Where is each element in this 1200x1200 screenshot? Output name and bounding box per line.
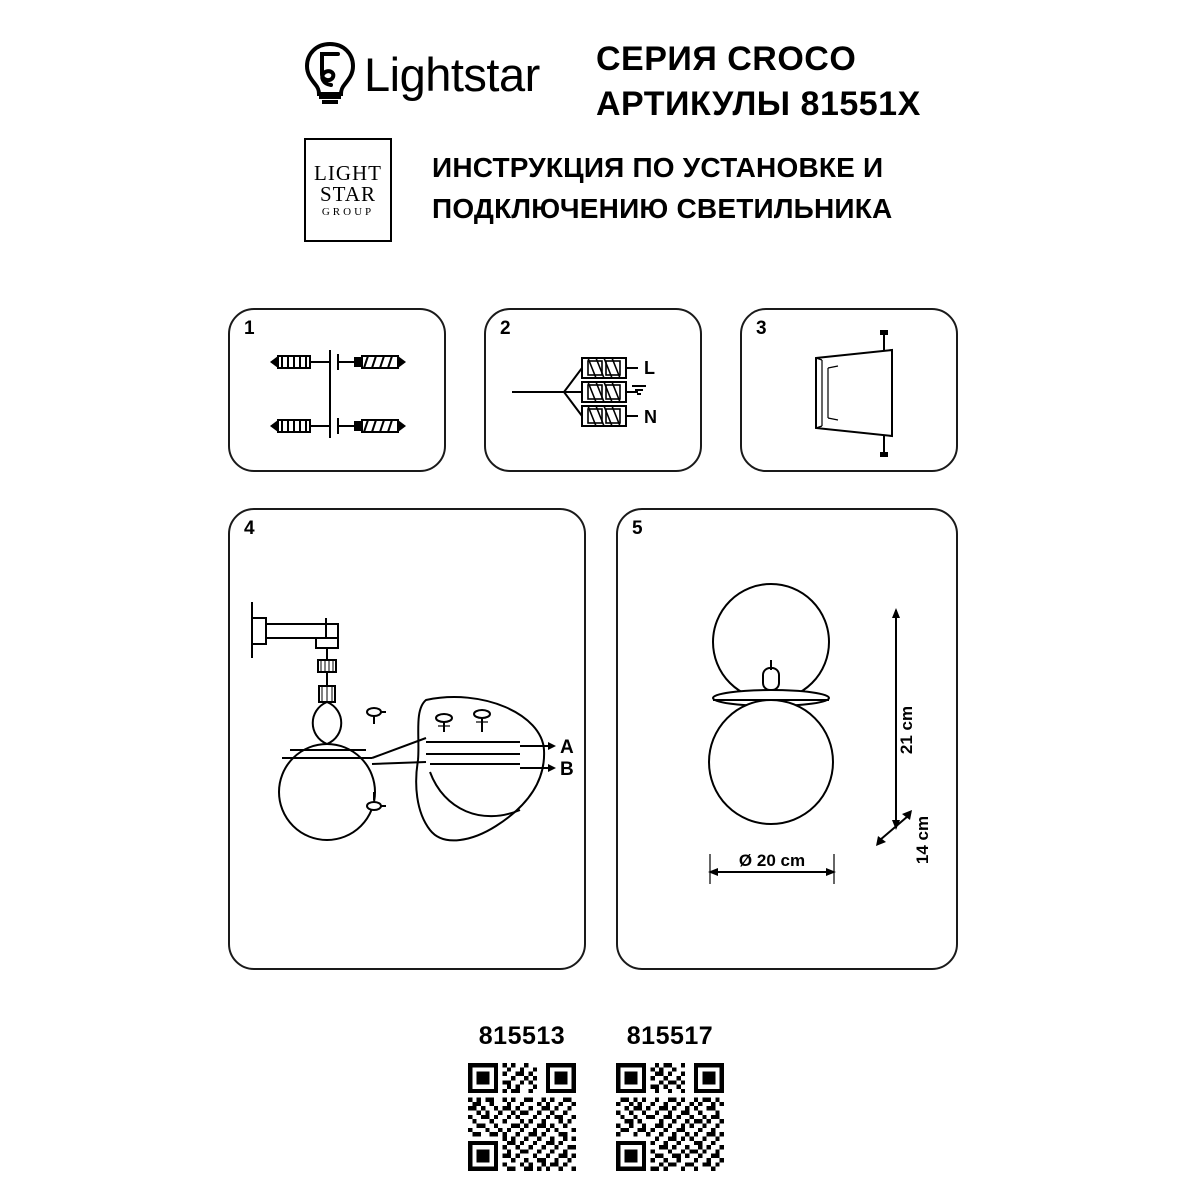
brand-name: Lightstar	[364, 47, 540, 101]
lightstar-group-logo	[304, 138, 392, 242]
series-info	[596, 40, 921, 124]
callout-label-b: B	[560, 759, 574, 780]
instruction-title: ИНСТРУКЦИЯ ПО УСТАНОВКЕ И ПОДКЛЮЧЕНИЮ СВЕТИЛЬНИКА	[432, 152, 893, 224]
series-title: СЕРИЯ CROCO	[596, 40, 857, 78]
page-header	[0, 18, 1200, 128]
terminal-label-neutral: N	[644, 407, 657, 427]
step-number-4: 4	[244, 518, 255, 539]
qr-block-815517	[610, 1022, 730, 1171]
callout-label-a: A	[560, 737, 574, 758]
lightstar-bulb-logo-icon	[300, 40, 360, 108]
terminal-block-wiring-diagram	[486, 310, 704, 474]
step-number-3: 3	[756, 318, 767, 339]
series-sku: АРТИКУЛЫ 81551X	[596, 85, 921, 124]
step-panel-1	[228, 308, 446, 472]
qr-label-815513: 815513	[478, 1022, 566, 1050]
logo-line-3: GROUP	[321, 205, 375, 218]
step-panel-5	[616, 508, 958, 970]
brand-logo	[300, 40, 540, 108]
qr-code-815517-icon	[616, 1063, 724, 1171]
qr-block-815513	[462, 1022, 582, 1171]
step-number-2: 2	[500, 318, 511, 339]
step-number-1: 1	[244, 318, 255, 339]
dimensions-diagram	[618, 510, 960, 972]
dimension-diameter-label: Ø 20 cm	[738, 851, 806, 870]
step-panel-2	[484, 308, 702, 472]
dimension-depth-label: 14 cm	[913, 815, 932, 865]
logo-line-2: STAR	[320, 181, 376, 206]
qr-label-815517: 815517	[626, 1022, 714, 1050]
terminal-label-live: L	[644, 358, 655, 378]
step-panel-4	[228, 508, 586, 970]
shade-assembly-diagram	[230, 510, 588, 972]
dimension-height-label: 21 cm	[897, 705, 916, 755]
logo-line-1: LIGHT	[314, 160, 382, 185]
qr-code-815513-icon	[468, 1063, 576, 1171]
wall-anchors-screws-diagram	[230, 310, 448, 474]
step-number-5: 5	[632, 518, 643, 539]
mounting-bracket-diagram	[742, 310, 960, 474]
step-panel-3	[740, 308, 958, 472]
